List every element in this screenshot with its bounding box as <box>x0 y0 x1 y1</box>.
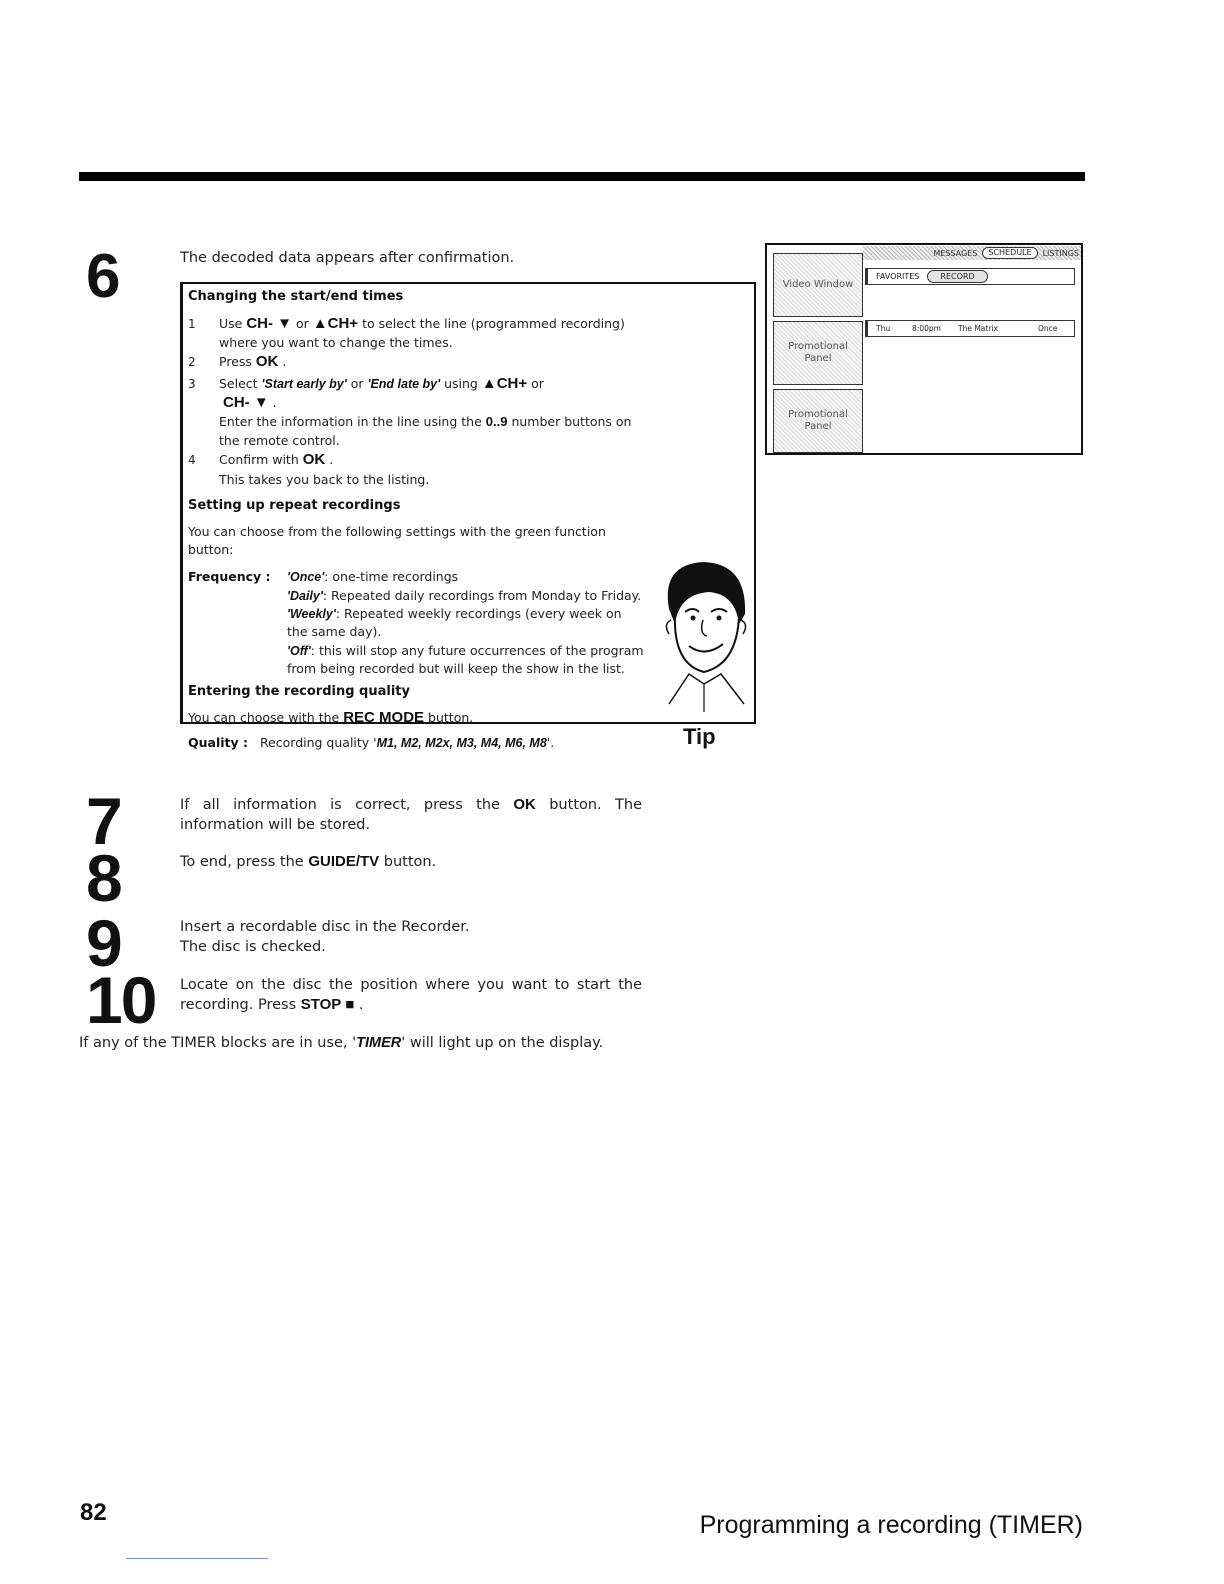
step-10-line-1: Locate on the disc the position where you want to start the <box>180 977 642 993</box>
tip-item-3-key: CH- ▼ . <box>223 394 277 411</box>
tip-item-3-line-2: Enter the information in the line using the 0..9 number buttons on <box>219 414 632 429</box>
timer-note: If any of the TIMER blocks are in use, 'TIMER' will light up on the display. <box>79 1035 604 1051</box>
row-time: 8:00pm <box>912 324 941 333</box>
frequency-label: Frequency : <box>188 569 271 584</box>
step-6-text: The decoded data appears after confirmation. <box>180 250 515 266</box>
promotional-panel-1: Promotional Panel <box>773 321 863 385</box>
tip-repeat-text-2: button: <box>188 542 234 557</box>
frequency-weekly-2: the same day). <box>287 624 382 639</box>
tip-heading-change-times: Changing the start/end times <box>188 289 404 304</box>
tip-repeat-text: You can choose from the following settings with the green function <box>188 524 606 539</box>
nav-listings: LISTINGS <box>1042 248 1079 258</box>
tip-item-4-line-2: This takes you back to the listing. <box>219 472 430 487</box>
step-number-6: 6 <box>86 242 121 311</box>
tip-label: Tip <box>683 724 716 749</box>
tip-quality-values: Quality : Recording quality 'M1, M2, M2x, M3, M4, M6, M8'. <box>188 735 555 750</box>
tip-item-3-number: 3 <box>188 377 196 391</box>
frequency-off-2: from being recorded but will keep the show in the list. <box>287 661 625 676</box>
row-title: The Matrix <box>958 324 998 333</box>
tip-item-4-number: 4 <box>188 453 196 467</box>
tip-item-1-line-2: where you want to change the times. <box>219 335 453 350</box>
step-8-text: To end, press the GUIDE/TV button. <box>180 853 437 870</box>
tip-item-3-line: Select 'Start early by' or 'End late by' using ▲CH+ or <box>219 375 544 392</box>
tip-heading-repeat: Setting up repeat recordings <box>188 498 401 513</box>
step-9-line-1: Insert a recordable disc in the Recorder. <box>180 919 470 935</box>
step-10-line-2: recording. Press STOP ■ . <box>180 996 364 1013</box>
tip-box <box>180 282 756 750</box>
record-pill: RECORD <box>927 270 987 283</box>
frequency-once: 'Once': one-time recordings <box>287 569 459 584</box>
header-rule <box>79 172 1085 181</box>
tip-quality-text: You can choose with the REC MODE button. <box>188 709 474 726</box>
video-window: Video Window <box>773 253 863 317</box>
tip-item-1-line: Use CH- ▼ or ▲CH+ to select the line (programmed recording) <box>219 315 625 332</box>
step-7-text: If all information is correct, press the OK button. The <box>180 796 643 813</box>
timer-screen-illustration <box>765 243 1083 455</box>
step-9-line-2: The disc is checked. <box>180 939 326 955</box>
tip-item-2-number: 2 <box>188 355 196 369</box>
footer-rule <box>126 1558 268 1559</box>
favorites-label: FAVORITES <box>876 272 920 281</box>
tip-heading-quality: Entering the recording quality <box>188 684 410 699</box>
tip-item-2-line: Press OK . <box>219 353 287 370</box>
promotional-panel-2: Promotional Panel <box>773 389 863 453</box>
step-number-10: 10 <box>86 963 156 1037</box>
frequency-off: 'Off': this will stop any future occurrences of the program <box>287 643 644 658</box>
tip-item-4-line: Confirm with OK . <box>219 451 334 468</box>
step-number-9: 9 <box>86 906 123 980</box>
tip-mascot-illustration <box>649 554 759 714</box>
listing-row <box>865 320 1075 337</box>
tip-item-1-number: 1 <box>188 317 196 331</box>
page-number: 82 <box>80 1499 107 1526</box>
step-7-text-2: information will be stored. <box>180 817 371 833</box>
step-number-7: 7 <box>86 784 123 858</box>
step-number-8: 8 <box>86 841 123 915</box>
section-title: Programming a recording (TIMER) <box>699 1511 1083 1539</box>
row-day: Thu <box>876 324 891 333</box>
row-frequency: Once <box>1038 324 1058 333</box>
frequency-daily: 'Daily': Repeated daily recordings from Monday to Friday. <box>287 588 642 603</box>
nav-messages: MESSAGES <box>933 248 978 258</box>
frequency-weekly: 'Weekly': Repeated weekly recordings (every week on <box>287 606 622 621</box>
nav-schedule: SCHEDULE <box>982 247 1037 259</box>
tip-item-3-line-3: the remote control. <box>219 433 340 448</box>
favorites-bar <box>865 268 1075 285</box>
screen-nav-bar <box>863 246 1081 260</box>
